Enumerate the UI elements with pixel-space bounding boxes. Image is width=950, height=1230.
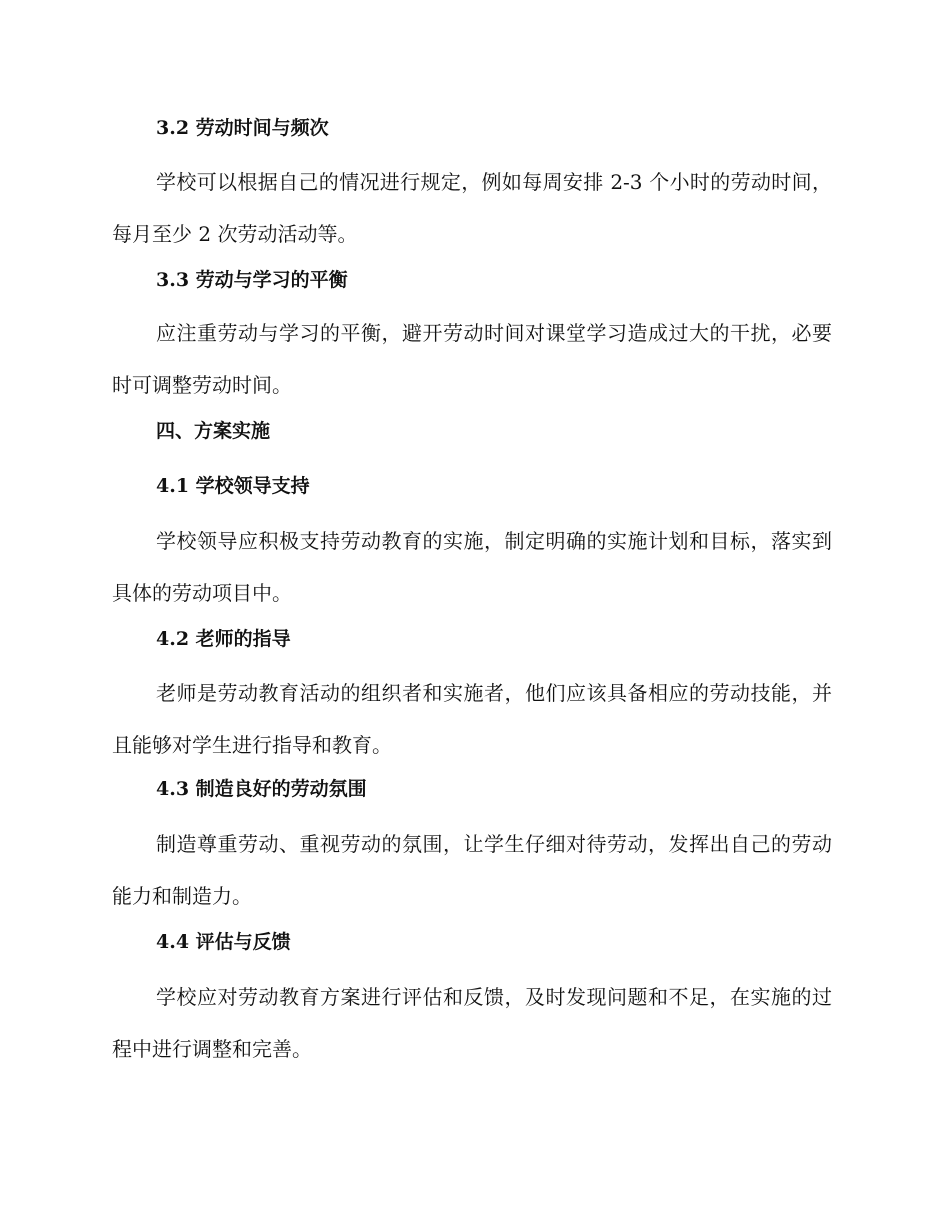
section-heading-4-3: 4.3 制造良好的劳动氛围 (156, 778, 367, 800)
paragraph-labor-study-balance: 应注重劳动与学习的平衡，避开劳动时间对课堂学习造成过大的干扰，必要时可调整劳动时间。 (112, 321, 832, 397)
section-heading-3-2: 3.2 劳动时间与频次 (156, 117, 329, 139)
section-heading-4-2: 4.2 老师的指导 (156, 628, 291, 650)
section-heading-4-1: 4.1 学校领导支持 (156, 475, 310, 497)
paragraph-evaluation-feedback: 学校应对劳动教育方案进行评估和反馈，及时发现问题和不足，在实施的过程中进行调整和完善。 (112, 985, 832, 1061)
section-heading-4-4: 4.4 评估与反馈 (156, 931, 291, 953)
paragraph-labor-time: 学校可以根据自己的情况进行规定，例如每周安排 2-3 个小时的劳动时间，每月至少 2 次劳动活动等。 (112, 170, 832, 246)
paragraph-teacher-guidance: 老师是劳动教育活动的组织者和实施者，他们应该具备相应的劳动技能，并且能够对学生进行指导和教育。 (112, 681, 832, 757)
section-heading-3-3: 3.3 劳动与学习的平衡 (156, 269, 348, 291)
paragraph-labor-atmosphere: 制造尊重劳动、重视劳动的氛围，让学生仔细对待劳动，发挥出自己的劳动能力和制造力。 (112, 832, 832, 908)
paragraph-leadership-support: 学校领导应积极支持劳动教育的实施，制定明确的实施计划和目标，落实到具体的劳动项目中。 (112, 529, 832, 605)
chapter-heading-4: 四、方案实施 (156, 420, 271, 442)
